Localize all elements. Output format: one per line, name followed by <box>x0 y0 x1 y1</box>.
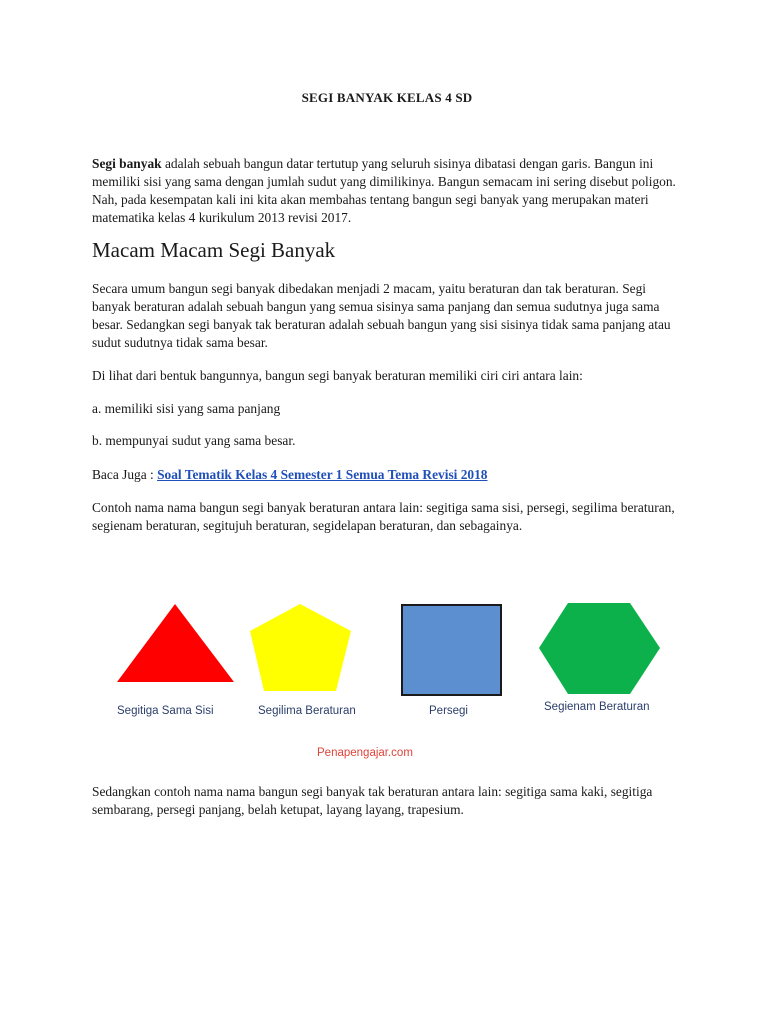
triangle-icon <box>117 604 234 682</box>
list-item-b: b. mempunyai sudut yang sama besar. <box>92 433 296 448</box>
shape-label-segitiga: Segitiga Sama Sisi <box>117 705 214 717</box>
ciri-paragraph: Di lihat dari bentuk bangunnya, bangun segi banyak beraturan memiliki ciri ciri antara lain: <box>92 368 583 383</box>
baca-juga-line <box>92 466 682 484</box>
intro-bold-term: Segi banyak <box>92 156 162 171</box>
list-item-a: a. memiliki sisi yang sama panjang <box>92 401 281 416</box>
types-paragraph: Secara umum bangun segi banyak dibedakan menjadi 2 macam, yaitu beraturan dan tak beraturan. Segi banyak beraturan adalah sebuah bangun yang semua sisinya sama panjang dan semua sudutnya juga sama besar. Sedangkan segi banyak tak beraturan adalah sebuah bangun yang sisi sisinya tidak sama panjang atau sudut sudutnya tidak sama besar. <box>92 281 671 350</box>
polygon-shapes-svg <box>92 560 682 775</box>
shape-label-segilima: Segilima Beraturan <box>258 705 356 717</box>
baca-juga-link[interactable]: Soal Tematik Kelas 4 Semester 1 Semua Tema Revisi 2018 <box>157 467 488 482</box>
shape-label-persegi: Persegi <box>429 705 468 717</box>
contoh-paragraph: Contoh nama nama bangun segi banyak beraturan antara lain: segitiga sama sisi, persegi, segilima beraturan, segienam beraturan, segitujuh beraturan, segidelapan beraturan, dan sebagainya. <box>92 500 675 533</box>
square-icon <box>402 605 501 695</box>
shape-label-segienam: Segienam Beraturan <box>544 701 650 713</box>
document-title: SEGI BANYAK KELAS 4 SD <box>301 90 473 105</box>
watermark-text: Penapengajar.com <box>317 747 413 759</box>
polygon-figure <box>92 560 682 775</box>
intro-paragraph <box>92 155 682 227</box>
section-heading: Macam Macam Segi Banyak <box>92 238 336 262</box>
hexagon-icon <box>539 603 660 694</box>
intro-text: adalah sebuah bangun datar tertutup yang seluruh sisinya dibatasi dengan garis. Bangun ini memiliki sisi yang sama dengan jumlah sudut yang dimilikinya. Bangun semacam ini sering disebut poligon. Nah, pada kesempatan kali ini kita akan membahas tentang bangun segi banyak yang merupakan materi matematika kelas 4 kurikulum 2013 revisi 2017. <box>92 156 676 225</box>
baca-juga-prefix: Baca Juga : <box>92 467 158 482</box>
tak-beraturan-paragraph: Sedangkan contoh nama nama bangun segi banyak tak beraturan antara lain: segitiga sama kaki, segitiga sembarang, persegi panjang, belah ketupat, layang layang, trapesium. <box>92 784 653 817</box>
pentagon-icon <box>250 604 351 691</box>
